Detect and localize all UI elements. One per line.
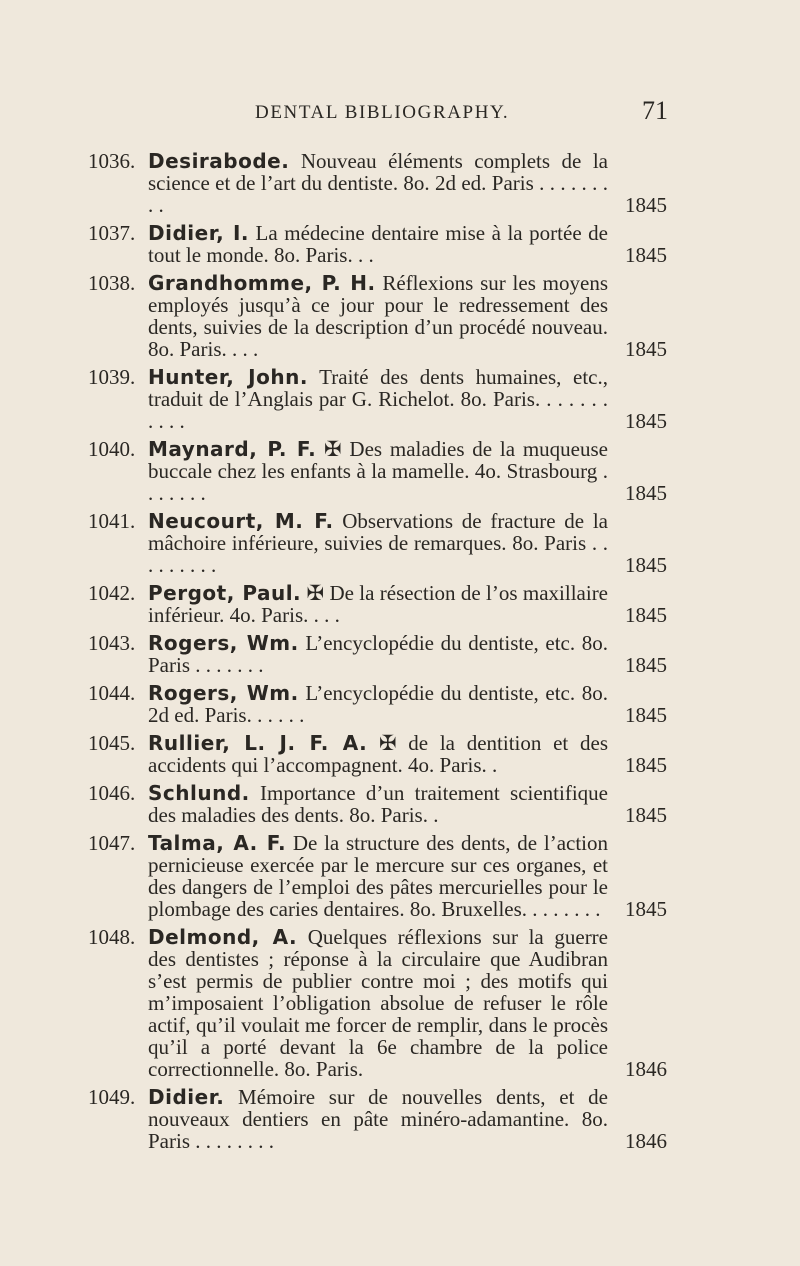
- entry-author: Pergot, Paul.: [148, 581, 302, 605]
- entry-number: 1047.: [88, 831, 136, 855]
- entry-author: Desirabode.: [148, 149, 290, 173]
- entry-body: [148, 438, 608, 504]
- entry-body: [148, 510, 608, 576]
- entry-author: Hunter, John.: [148, 365, 308, 389]
- entry-number: 1043.: [88, 631, 136, 655]
- entry-text: Observations de fracture de la mâchoire inférieure, suivies de remarques. 8o. Paris . . . . . . . . .: [148, 509, 608, 577]
- bibliography-entry: [0, 732, 800, 776]
- page-title: DENTAL BIBLIOGRAPHY.: [255, 102, 510, 123]
- entry-author: Delmond, A.: [148, 925, 298, 949]
- entry-body: [148, 832, 608, 920]
- entry-author: Talma, A. F.: [148, 831, 287, 855]
- entry-year: 1845: [625, 193, 667, 217]
- bibliography-entry: [0, 1086, 800, 1152]
- entry-author: Grandhomme, P. H.: [148, 271, 376, 295]
- bibliography-entry: [0, 438, 800, 504]
- entry-year: 1845: [625, 603, 667, 627]
- entry-text: L’encyclopédie du dentiste, etc. 8o. 2d ed. Paris. . . . . .: [148, 681, 608, 727]
- bibliography-list: [0, 150, 800, 1158]
- entry-year: 1846: [625, 1129, 667, 1153]
- entry-year: 1845: [625, 703, 667, 727]
- entry-number: 1039.: [88, 365, 136, 389]
- entry-year: 1845: [625, 897, 667, 921]
- entry-year: 1845: [625, 803, 667, 827]
- entry-number: 1044.: [88, 681, 136, 705]
- entry-author: Schlund.: [148, 781, 250, 805]
- entry-author: Rullier, L. J. F. A.: [148, 731, 368, 755]
- bibliography-entry: [0, 366, 800, 432]
- entry-body: [148, 222, 608, 266]
- entry-year: 1845: [625, 337, 667, 361]
- running-head: [0, 96, 800, 126]
- entry-body: [148, 732, 608, 776]
- entry-author: Rogers, Wm.: [148, 631, 299, 655]
- entry-number: 1042.: [88, 581, 136, 605]
- entry-text: Mémoire sur de nouvelles dents, et de nouveaux dentiers en pâte minéro-adamantine. 8o. Paris . . . . . . . .: [148, 1085, 608, 1153]
- entry-text: Quelques réflexions sur la guerre des dentistes ; réponse à la circulaire que Audibran s’est permis de publier contre moi ; des motifs qui m’imposaient l’obligation absolue de refuser le rôle actif, qu’il voulait me forcer de remplir, dans le procès qu’il a porté devant la 6e chambre de la police correctionnelle. 8o. Paris.: [148, 925, 608, 1081]
- bibliography-entry: [0, 682, 800, 726]
- entry-number: 1041.: [88, 509, 136, 533]
- entry-body: [148, 782, 608, 826]
- entry-text: De la structure des dents, de l’action pernicieuse exercée par le mercure sur ces organes, et des dangers de l’emploi des pâtes mercurielles pour le plombage des caries dentaires. 8o. Bruxelles. . . . . . . .: [148, 831, 609, 921]
- entry-text: Nouveau éléments complets de la science et de l’art du dentiste. 8o. 2d ed. Paris . . . . . . . . .: [148, 149, 608, 217]
- bibliography-entry: [0, 582, 800, 626]
- bibliography-entry: [0, 222, 800, 266]
- entry-number: 1038.: [88, 271, 136, 295]
- entry-text: ✠ de la dentition et des accidents qui l’accompagnent. 4o. Paris. .: [148, 731, 608, 777]
- entry-number: 1036.: [88, 149, 136, 173]
- page-number: 71: [642, 96, 668, 125]
- entry-number: 1045.: [88, 731, 136, 755]
- entry-number: 1048.: [88, 925, 136, 949]
- bibliography-entry: [0, 632, 800, 676]
- entry-number: 1046.: [88, 781, 136, 805]
- entry-text: ✠ Des maladies de la muqueuse buccale chez les enfants à la mamelle. 4o. Strasbourg . . . . . . .: [148, 437, 608, 505]
- entry-body: [148, 1086, 608, 1152]
- entry-body: [148, 926, 608, 1080]
- bibliography-entry: [0, 832, 800, 920]
- entry-text: ✠ De la résection de l’os maxillaire inférieur. 4o. Paris. . . .: [148, 581, 609, 627]
- entry-year: 1845: [625, 409, 667, 433]
- entry-text: Importance d’un traitement scientifique des maladies des dents. 8o. Paris. .: [148, 781, 608, 827]
- entry-body: [148, 682, 608, 726]
- bibliography-entry: [0, 272, 800, 360]
- entry-year: 1846: [625, 1057, 667, 1081]
- entry-year: 1845: [625, 481, 667, 505]
- bibliography-entry: [0, 510, 800, 576]
- entry-body: [148, 582, 608, 626]
- entry-author: Rogers, Wm.: [148, 681, 299, 705]
- entry-text: L’encyclopédie du dentiste, etc. 8o. Paris . . . . . . .: [148, 631, 608, 677]
- entry-number: 1037.: [88, 221, 136, 245]
- entry-body: [148, 632, 608, 676]
- entry-number: 1040.: [88, 437, 136, 461]
- entry-year: 1845: [625, 553, 667, 577]
- entry-number: 1049.: [88, 1085, 136, 1109]
- entry-body: [148, 366, 608, 432]
- entry-author: Didier, I.: [148, 221, 250, 245]
- entry-year: 1845: [625, 753, 667, 777]
- entry-text: Traité des dents humaines, etc., traduit de l’Anglais par G. Richelot. 8o. Paris. . . . . . . . . . .: [148, 365, 608, 433]
- entry-author: Maynard, P. F.: [148, 437, 317, 461]
- entry-author: Didier.: [148, 1085, 225, 1109]
- bibliography-entry: [0, 782, 800, 826]
- entry-body: [148, 272, 608, 360]
- bibliography-entry: [0, 150, 800, 216]
- entry-author: Neucourt, M. F.: [148, 509, 334, 533]
- entry-year: 1845: [625, 653, 667, 677]
- entry-year: 1845: [625, 243, 667, 267]
- bibliography-entry: [0, 926, 800, 1080]
- entry-text: Réflexions sur les moyens employés jusqu’à ce jour pour le redressement des dents, suivies de la description d’un procédé nouveau. 8o. Paris. . . .: [148, 271, 608, 361]
- entry-text: La médecine dentaire mise à la portée de tout le monde. 8o. Paris. . .: [148, 221, 609, 267]
- entry-body: [148, 150, 608, 216]
